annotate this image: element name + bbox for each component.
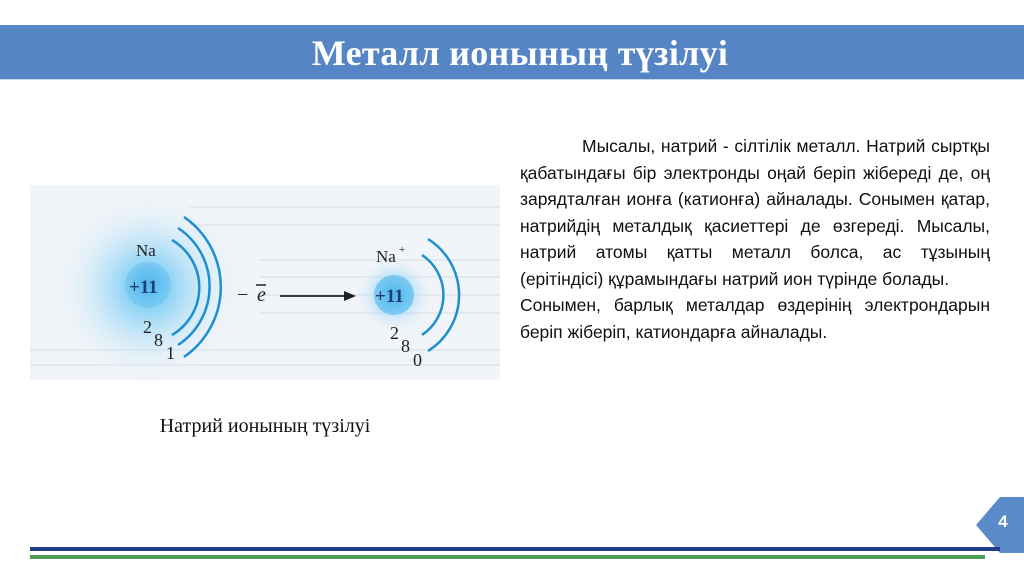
ion-symbol: Na xyxy=(376,247,396,266)
sodium-ion-diagram xyxy=(30,185,500,380)
atom-shell-count-1: 2 xyxy=(143,317,152,337)
electron-symbol: e xyxy=(257,284,266,306)
diagram-svg xyxy=(30,185,500,380)
paragraph-2: Сонымен, барлық металдар өздерінің электрондарын беріп жіберіп, катиондарға айналады. xyxy=(520,295,990,342)
ion-shell-count-3: 0 xyxy=(413,350,422,370)
sodium-atom xyxy=(50,189,249,380)
ion-shell-count-1: 2 xyxy=(390,323,399,343)
ion-superscript: + xyxy=(399,244,406,256)
ion-shell-count-2: 8 xyxy=(401,336,410,356)
atom-charge: +11 xyxy=(129,277,158,298)
atom-symbol: Na xyxy=(136,241,156,260)
footer-rule-blue xyxy=(30,547,1000,551)
atom-shell-count-2: 8 xyxy=(154,330,163,350)
diagram-caption: Натрий ионының түзілуі xyxy=(159,415,371,437)
body-text xyxy=(520,133,990,345)
footer-rule-green xyxy=(30,555,985,559)
ion-charge: +11 xyxy=(375,286,404,307)
page-number: 4 xyxy=(998,512,1008,531)
paragraph-1: Мысалы, натрий - сілтілік металл. Натрий сыртқы қабатындағы бір электронды оңай беріп жібереді де, оң зарядталған ионға (катионға) айналады. Сонымен қатар, натрийдің металдық қасиеттері де өзгереді. Мысалы, натрий атомы қатты металл болса, ас тұзының (ерітіндісі) құрамындағы натрий ион түрінде болады. xyxy=(520,136,990,289)
title-bar xyxy=(0,25,1024,80)
atom-shell-count-3: 1 xyxy=(166,343,175,363)
minus-sign: − xyxy=(237,284,249,306)
slide-title: Металл ионының түзілуі xyxy=(311,33,729,73)
